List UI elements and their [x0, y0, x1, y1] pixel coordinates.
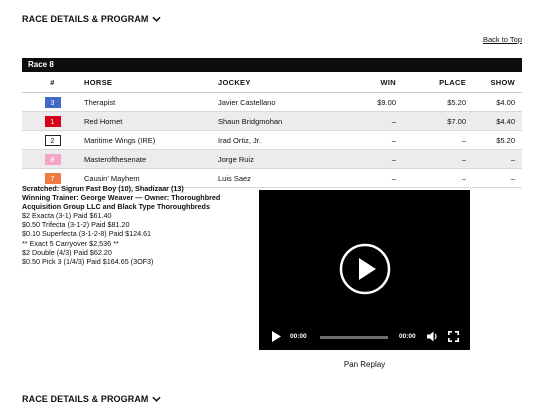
jockey-name: Irad Ortiz, Jr.: [217, 131, 337, 150]
table-row: [22, 93, 522, 112]
payout-line: $0.50 Trifecta (3-1-2) Paid $81.20: [22, 220, 130, 230]
table-row: [22, 131, 522, 150]
table-row: [22, 112, 522, 131]
jockey-name: Jorge Ruiz: [217, 150, 337, 169]
jockey-name: Javier Castellano: [217, 93, 337, 112]
race-title: Race 8: [22, 58, 522, 72]
win-payout: –: [337, 150, 397, 169]
volume-icon[interactable]: [427, 331, 439, 342]
show-payout: $4.00: [467, 93, 522, 112]
back-to-top-link[interactable]: Back to Top: [482, 35, 522, 44]
show-payout: $5.20: [467, 131, 522, 150]
chevron-down-icon: [152, 16, 161, 22]
payout-line: $2 Exacta (3-1) Paid $61.40: [22, 211, 112, 221]
header-show: SHOW: [467, 73, 522, 93]
table-row: [22, 150, 522, 169]
program-number: [22, 131, 83, 150]
win-payout: $9.00: [337, 93, 397, 112]
race-details-label: RACE DETAILS & PROGRAM: [22, 14, 149, 24]
program-number-badge: 1: [45, 116, 61, 127]
place-payout: $5.20: [397, 93, 467, 112]
results-table: [22, 73, 522, 188]
program-number: [22, 93, 83, 112]
fullscreen-icon[interactable]: [448, 331, 459, 342]
win-payout: –: [337, 131, 397, 150]
play-icon[interactable]: [272, 331, 281, 342]
payout-line: $0.10 Superfecta (3-1-2-8) Paid $124.61: [22, 229, 152, 239]
program-number-badge: 2: [45, 135, 61, 146]
win-payout: –: [337, 169, 397, 188]
header-place: PLACE: [397, 73, 467, 93]
show-payout: $4.40: [467, 112, 522, 131]
place-payout: –: [397, 150, 467, 169]
horse-name: Causin' Mayhem: [83, 169, 217, 188]
horse-name: Maritime Wings (IRE): [83, 131, 217, 150]
header-number: #: [22, 73, 83, 93]
header-win: WIN: [337, 73, 397, 93]
video-controls: [259, 324, 470, 350]
win-payout: –: [337, 112, 397, 131]
program-number: [22, 150, 83, 169]
header-horse: HORSE: [83, 73, 217, 93]
horse-name: Red Hornet: [83, 112, 217, 131]
trainer-owner-text: Winning Trainer: George Weaver — Owner: Thoroughbred Acquisition Group LLC and Black Type Thoroughbreds: [22, 193, 221, 212]
payout-line: ** Exact 5 Carryover $2,536 **: [22, 238, 119, 248]
race-details-toggle-bottom[interactable]: [22, 394, 161, 404]
place-payout: –: [397, 169, 467, 188]
race-details-label: RACE DETAILS & PROGRAM: [22, 394, 149, 404]
show-payout: –: [467, 169, 522, 188]
scratched-text: Scratched: Sigrun Fast Boy (10), Shadizaar (13): [22, 184, 184, 193]
jockey-name: Luis Saez: [217, 169, 337, 188]
payout-line: $2 Double (4/3) Paid $62.20: [22, 247, 112, 257]
place-payout: –: [397, 131, 467, 150]
program-number-badge: 8: [45, 154, 61, 165]
play-overlay-icon[interactable]: [339, 243, 391, 295]
show-payout: –: [467, 150, 522, 169]
header-jockey: JOCKEY: [217, 73, 337, 93]
current-time: 00:00: [290, 333, 307, 340]
race-details-toggle[interactable]: [22, 14, 161, 24]
table-header-row: [22, 73, 522, 93]
program-number: [22, 112, 83, 131]
video-caption: Pan Replay: [343, 360, 386, 369]
jockey-name: Shaun Bridgmohan: [217, 112, 337, 131]
duration-time: 00:00: [399, 333, 416, 340]
payout-line: $0.50 Pick 3 (1/4/3) Paid $164.65 (3OF3): [22, 256, 154, 266]
chevron-down-icon: [152, 396, 161, 402]
place-payout: $7.00: [397, 112, 467, 131]
horse-name: Masterofthesenate: [83, 150, 217, 169]
progress-bar[interactable]: [320, 336, 388, 339]
program-number-badge: 7: [45, 173, 61, 184]
video-player[interactable]: [259, 190, 470, 350]
race-info: [22, 184, 247, 266]
horse-name: Therapist: [83, 93, 217, 112]
program-number-badge: 3: [45, 97, 61, 108]
